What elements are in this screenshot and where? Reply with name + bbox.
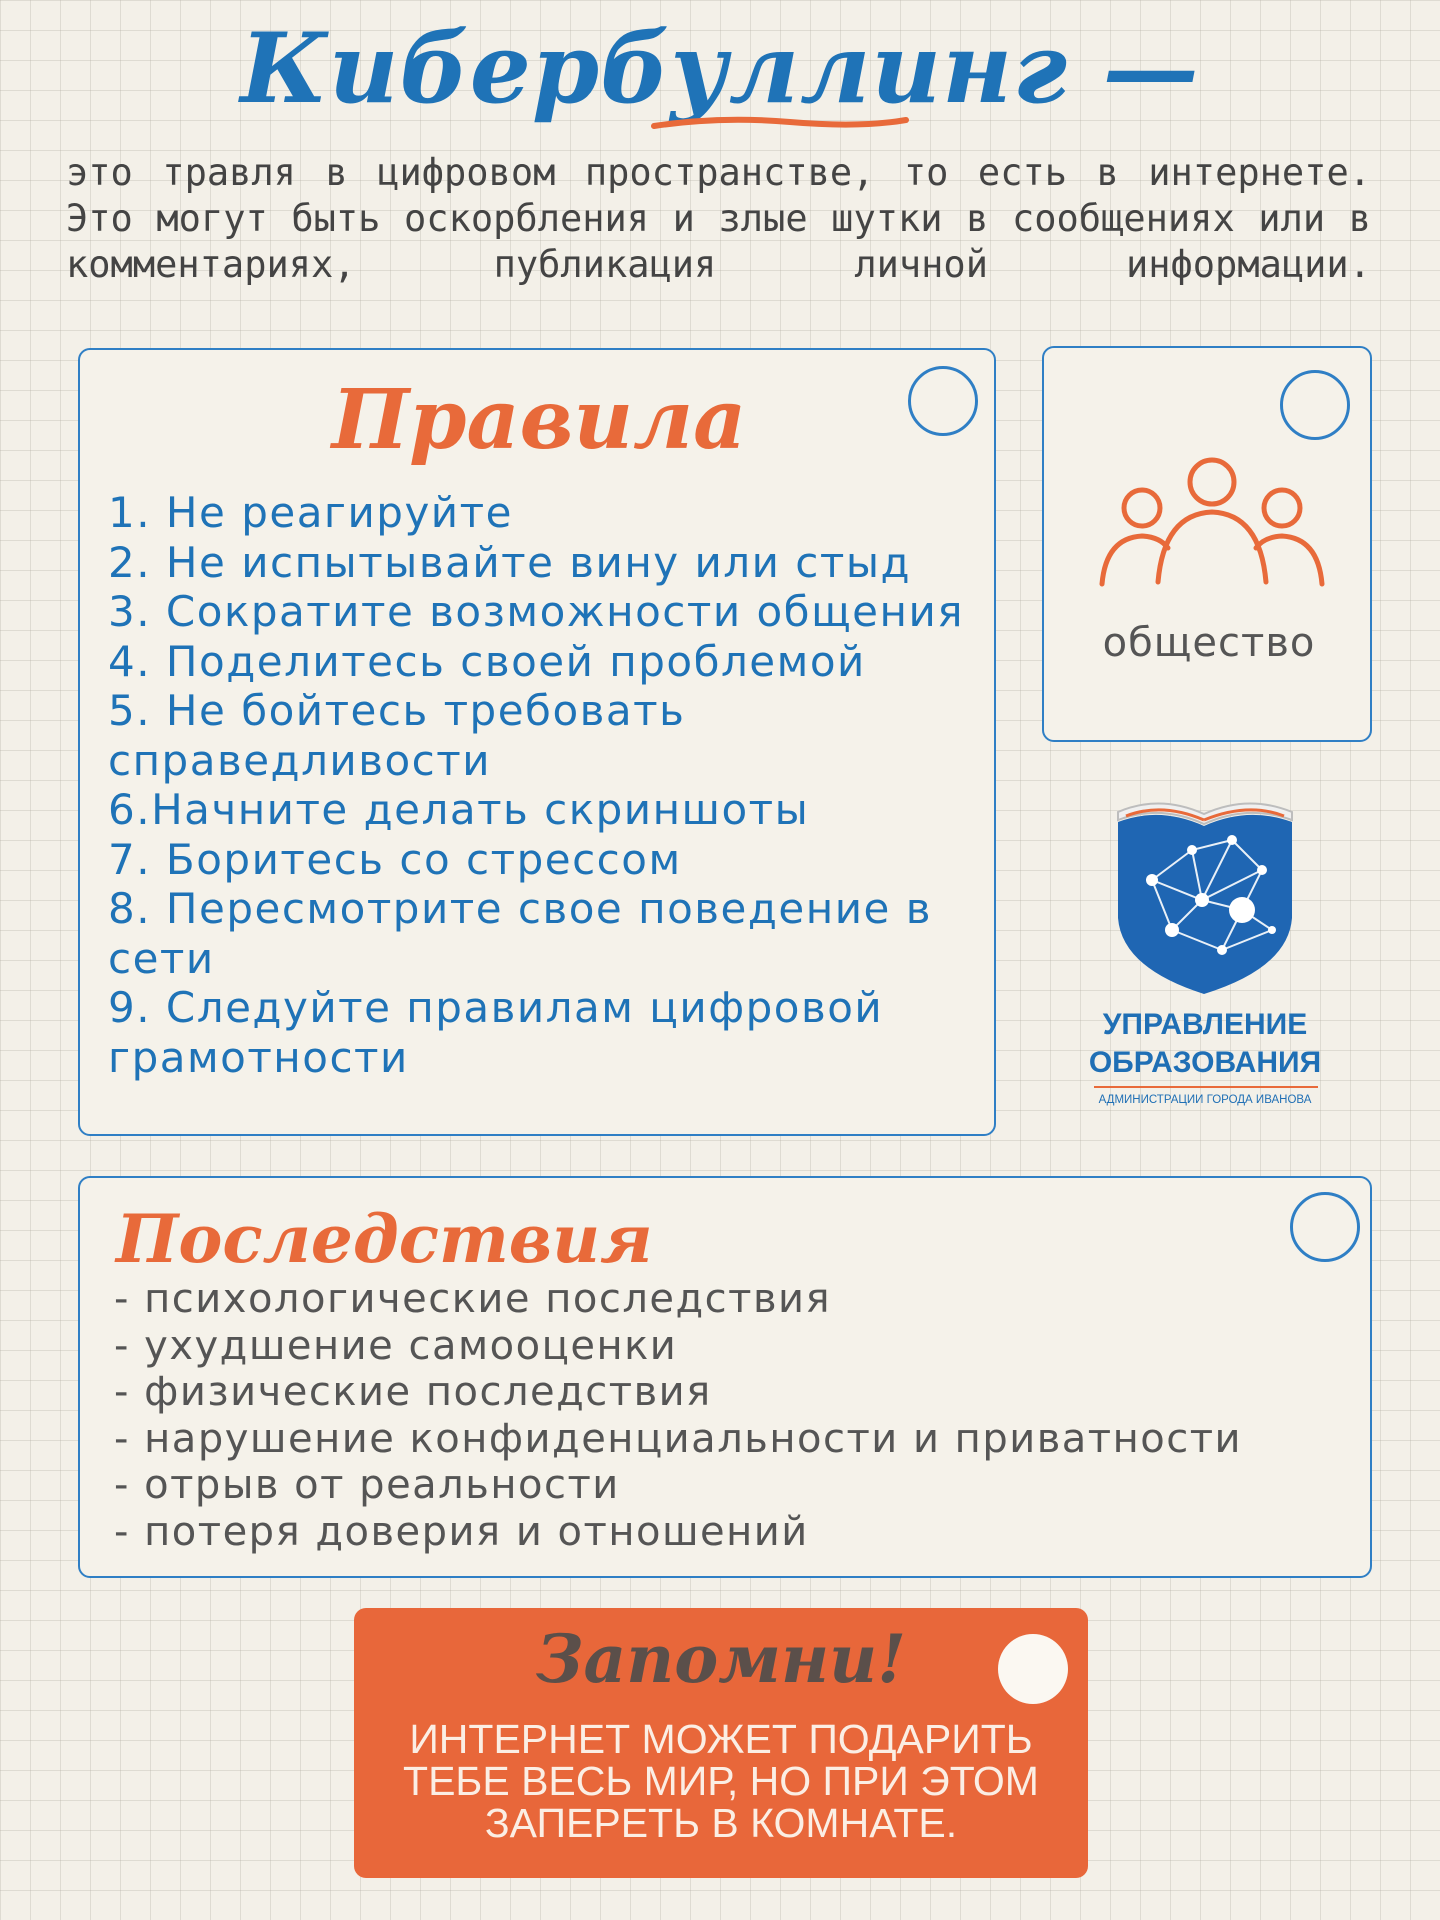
logo-line-2: ОБРАЗОВАНИЯ bbox=[1088, 1046, 1322, 1079]
logo-subtitle: АДМИНИСТРАЦИИ ГОРОДА ИВАНОВА bbox=[1098, 1094, 1312, 1106]
consequences-list bbox=[114, 1276, 1242, 1555]
rule-item: 5. Не бойтесь требовать справедливости bbox=[108, 686, 686, 785]
rule-item: 4. Поделитесь своей проблемой bbox=[108, 636, 866, 686]
rule-item: 6.Начните делать скриншоты bbox=[108, 785, 810, 834]
society-card bbox=[1042, 346, 1372, 742]
intro-text: это травля в цифровом пространстве, то есть в интернете. Это могут быть оскорбления и злые шутки в сообщениях или в комментариях, публикация личной информации. bbox=[66, 151, 1371, 286]
rule-item: 8. Пересмотрите свое поведение в сети bbox=[108, 884, 932, 983]
rules-card bbox=[78, 348, 996, 1136]
people-group-icon bbox=[1098, 452, 1326, 592]
consequences-card bbox=[78, 1176, 1372, 1578]
page-title: Кибербуллинг — bbox=[240, 12, 1200, 125]
consequences-heading: Последствия bbox=[116, 1200, 653, 1278]
remember-heading: Запомни! bbox=[535, 1620, 907, 1698]
title-underline bbox=[650, 112, 910, 134]
rule-item: 9. Следуйте правилам цифровой грамотности bbox=[108, 983, 884, 1082]
consequence-item: - нарушение конфиденциальности и приватности bbox=[114, 1415, 1243, 1462]
consequence-item: - потеря доверия и отношений bbox=[114, 1508, 809, 1555]
consequence-item: - психологические последствия bbox=[114, 1276, 832, 1322]
rules-list bbox=[108, 488, 988, 1082]
consequence-item: - физические последствия bbox=[114, 1369, 712, 1415]
rule-item: 7. Боритесь со стрессом bbox=[108, 834, 682, 884]
ring-decoration bbox=[1290, 1192, 1360, 1262]
rule-item: 2. Не испытывайте вину или стыд bbox=[108, 537, 912, 587]
remember-text: ИНТЕРНЕТ МОЖЕТ ПОДАРИТЬ ТЕБЕ ВЕСЬ МИР, НО ПРИ ЭТОМ ЗАПЕРЕТЬ В КОМНАТЕ. bbox=[403, 1716, 1039, 1846]
consequence-item: - ухудшение самооценки bbox=[114, 1322, 678, 1369]
rules-heading: Правила bbox=[331, 372, 747, 468]
logo-divider bbox=[1094, 1086, 1318, 1088]
book-shield-network-icon bbox=[1112, 790, 1298, 996]
ring-decoration bbox=[1280, 370, 1350, 440]
consequence-item: - отрыв от реальности bbox=[114, 1462, 620, 1508]
remember-card bbox=[354, 1608, 1088, 1878]
rule-item: 1. Не реагируйте bbox=[108, 488, 513, 537]
rule-item: 3. Сократите возможности общения bbox=[108, 587, 965, 636]
society-label: общество bbox=[1102, 620, 1316, 666]
logo-line-1: УПРАВЛЕНИЕ bbox=[1102, 1008, 1308, 1041]
